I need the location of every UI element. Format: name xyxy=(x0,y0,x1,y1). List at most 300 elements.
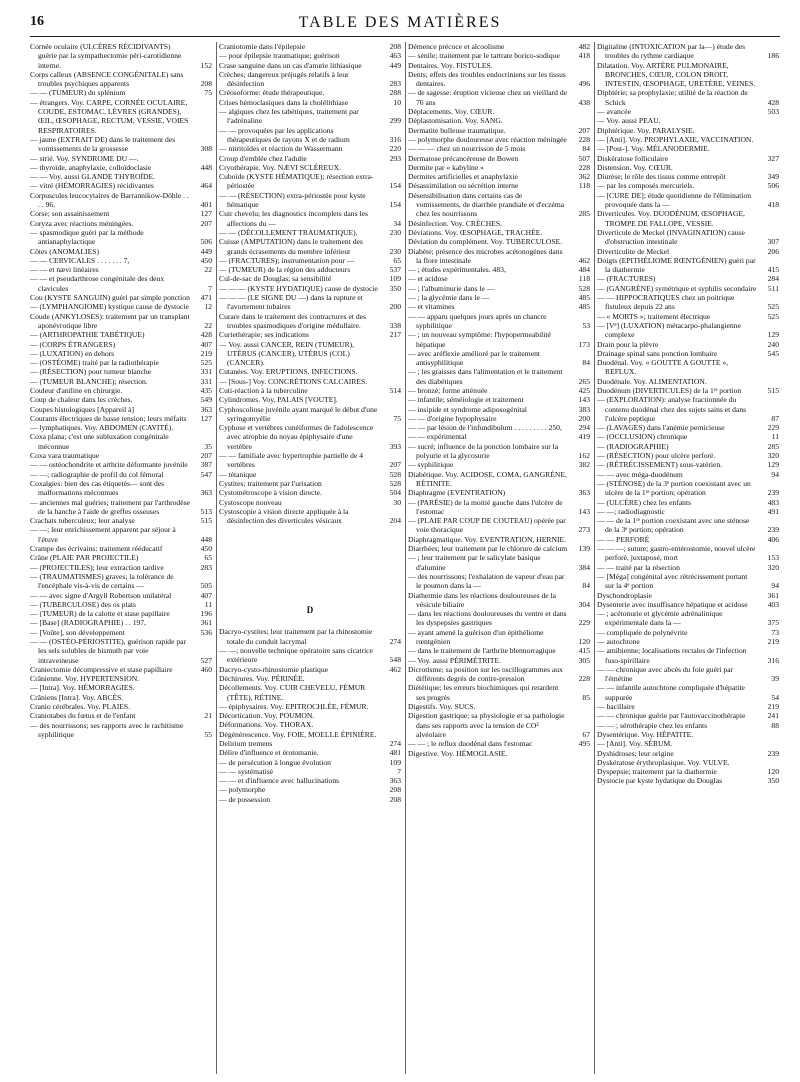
entry-text: — Voy. aussi PÉRIMÉTRITE. xyxy=(408,655,502,665)
index-entry xyxy=(408,219,590,228)
entry-text: Diaphragme (EVENTRATION) xyxy=(408,488,506,498)
entry-page-number: 419 xyxy=(578,432,590,442)
entry-text: — (LAVAGES) dans l'anémie pernicieuse xyxy=(597,423,725,433)
index-entry xyxy=(219,498,401,507)
entry-text: — — provoquées par les applications thérapeutiques de rayons X et de radium xyxy=(219,125,350,144)
page-title: TABLE DES MATIÈRES xyxy=(298,14,502,31)
entry-text: — et vitamines xyxy=(408,302,455,312)
entry-text: — épiphysaires. Voy. EPITROCHLÉE, FÉMUR. xyxy=(219,701,369,711)
index-entry xyxy=(219,107,401,126)
index-entry xyxy=(30,665,212,674)
index-entry xyxy=(30,247,212,256)
entry-text: Diphtérique. Voy. PARALYSIE. xyxy=(597,125,695,135)
index-entry xyxy=(408,432,590,441)
entry-text: Dermatite bulleuse traumatique. xyxy=(408,125,506,135)
entry-text: — des nourrissons; ses rapports avec le rachitisme syphilitique xyxy=(30,720,184,739)
index-columns xyxy=(30,42,780,1074)
entry-text: — jaune (EXTRAIT DE) dans le traitement des vomissements de la grossesse xyxy=(30,134,176,154)
entry-page-number: 230 xyxy=(389,227,401,237)
index-entry xyxy=(597,776,779,785)
entry-page-number: 462 xyxy=(389,664,401,674)
index-entry xyxy=(597,312,779,321)
entry-page-number: 448 xyxy=(200,534,212,544)
index-entry xyxy=(597,535,779,544)
index-entry xyxy=(219,683,401,702)
index-entry xyxy=(597,711,779,720)
entry-page-number: 548 xyxy=(389,655,401,665)
entry-text: — — apparu quelques jours après un chancre syphilitique xyxy=(408,311,547,330)
entry-page-number: 239 xyxy=(767,488,779,498)
entry-text: — avancée xyxy=(597,107,631,117)
index-entry xyxy=(408,181,590,190)
entry-page-number: 173 xyxy=(578,339,590,349)
entry-page-number: 230 xyxy=(389,246,401,256)
entry-page-number: 496 xyxy=(578,79,590,89)
entry-text: Cuisse (AMPUTATION) dans le traitement des grands écrasements du membre inférieur xyxy=(219,237,363,256)
entry-text: Dystocie par kyste hydatique du Douglas xyxy=(597,776,723,786)
entry-text: — (FRACTURES); instrumentation pour — xyxy=(219,255,355,265)
entry-text: Démence précoce et alcoolisme xyxy=(408,42,505,51)
index-entry xyxy=(408,265,590,274)
index-entry xyxy=(408,237,590,246)
entry-text: — polymorphe xyxy=(219,785,266,795)
entry-text: Diabétique. Voy. ACIDOSE, COMA, GANGRÈNE, RÉTINITE. xyxy=(408,469,567,488)
index-entry xyxy=(597,507,779,516)
entry-page-number: 327 xyxy=(767,153,779,163)
index-entry xyxy=(408,126,590,135)
index-entry xyxy=(219,758,401,767)
index-entry xyxy=(597,247,779,256)
entry-page-number: 7 xyxy=(208,283,212,293)
entry-text: Craniotomie dans l'épilepsie xyxy=(219,42,306,51)
entry-text: Cuboïde (KYSTE HÉMATIQUE); résection extra-périostée xyxy=(219,172,374,191)
index-entry xyxy=(408,442,590,461)
index-entry xyxy=(408,154,590,163)
index-entry xyxy=(408,609,590,628)
index-entry xyxy=(30,702,212,711)
entry-text: — — avec signe d'Argyll Robertson unilatéral xyxy=(30,590,172,600)
index-entry xyxy=(219,720,401,729)
entry-text: — — et nævi linéaires xyxy=(30,265,99,275)
index-entry xyxy=(30,405,212,414)
entry-page-number: 239 xyxy=(767,525,779,535)
entry-page-number: 220 xyxy=(389,144,401,154)
index-entry xyxy=(408,367,590,386)
index-entry xyxy=(597,572,779,591)
entry-page-number: 120 xyxy=(578,637,590,646)
entry-page-number: 229 xyxy=(767,423,779,433)
entry-page-number: 435 xyxy=(200,385,212,395)
index-entry xyxy=(219,646,401,665)
index-entry xyxy=(597,646,779,665)
index-entry xyxy=(219,312,401,331)
entry-text: Déchirures. Voy. PÉRINÉE. xyxy=(219,673,305,683)
entry-text: — — infantile autochtone compliquée d'hépatite suppurée xyxy=(597,683,745,702)
index-entry xyxy=(597,181,779,190)
entry-page-number: 67 xyxy=(582,729,590,739)
entry-text: Duodénale. Voy. ALIMENTATION. xyxy=(597,376,707,386)
index-entry xyxy=(30,609,212,618)
index-entry xyxy=(408,191,590,219)
index-entry xyxy=(219,702,401,711)
entry-page-number: 228 xyxy=(578,134,590,144)
entry-text: Cyphose et vertèbres cunéiformes de l'adolescence avec atrophie du noyau épiphysaire d'une vertèbre xyxy=(219,423,374,451)
entry-page-number: 200 xyxy=(578,413,590,423)
index-entry xyxy=(597,88,779,107)
index-entry xyxy=(30,377,212,386)
entry-text: — insipide et syndrome adiposogénital xyxy=(408,404,527,414)
entry-text: Delirium tremens xyxy=(219,739,273,748)
entry-page-number: 482 xyxy=(578,42,590,51)
entry-page-number: 537 xyxy=(389,265,401,275)
entry-page-number: 363 xyxy=(200,488,212,498)
entry-text: Cul-de-sac de Douglas; sa sensibilité xyxy=(219,274,332,284)
entry-page-number: 361 xyxy=(767,590,779,600)
entry-page-number: 154 xyxy=(389,200,401,210)
entry-text: Drainage spinal sans ponction lombaire xyxy=(597,348,718,358)
entry-page-number: 54 xyxy=(771,692,779,702)
entry-text: Diskératose folliculaire xyxy=(597,153,669,163)
index-entry xyxy=(408,144,590,153)
entry-page-number: 307 xyxy=(767,237,779,247)
entry-text: Cylindromes. Voy. PALAIS [VOUTE]. xyxy=(219,395,338,405)
entry-page-number: 361 xyxy=(200,618,212,628)
entry-text: Crises hémoclasiques dans la cholélithiase xyxy=(219,97,349,107)
index-entry xyxy=(408,516,590,535)
entry-page-number: 207 xyxy=(578,125,590,135)
index-entry xyxy=(408,683,590,702)
index-entry xyxy=(408,386,590,395)
index-entry xyxy=(30,293,212,302)
index-entry xyxy=(219,191,401,210)
index-entry xyxy=(30,563,212,572)
entry-text: Désensibilisation dans certains cas de vomissements, de diarrhée prandiale et d'eczéma chez les nourrissons xyxy=(408,190,565,219)
entry-text: — (TUMEUR BLANCHE); résection. xyxy=(30,376,148,386)
entry-text: — (ULCÈRE) chez les enfants xyxy=(597,497,692,507)
entry-page-number: 75 xyxy=(204,88,212,98)
entry-text: Diathermie dans les réactions douloureuses de la vésicule biliaire xyxy=(408,590,557,609)
entry-text: Distension. Voy. CŒUR. xyxy=(597,162,673,172)
entry-page-number: 349 xyxy=(767,172,779,182)
entry-text: — amibienne; localisations rectales de l'infection fuso-spirillaire xyxy=(597,646,747,665)
entry-text: — — (RÉSECTION) extra-périostée pour kyste hématique xyxy=(219,190,366,210)
entry-text: — sénile; traitement par le tartrate borico-sodique xyxy=(408,51,560,61)
index-entry xyxy=(30,70,212,89)
entry-page-number: 506 xyxy=(767,181,779,191)
index-entry xyxy=(597,395,779,423)
entry-text: — — d'origine hypophysaire xyxy=(408,413,497,423)
entry-text: Cryothérapie. Voy. NÆVI SCLÉREUX. xyxy=(219,162,341,172)
index-entry xyxy=(30,349,212,358)
entry-text: Diverticules. Voy. DUODÉNUM, ŒSOPHAGE, TROMPE DE FALLOPE, VESSIE. xyxy=(597,209,745,228)
entry-page-number: 143 xyxy=(578,506,590,516)
index-entry xyxy=(597,665,779,684)
index-entry xyxy=(597,479,779,498)
index-entry xyxy=(219,479,401,488)
entry-text: — tétanique xyxy=(219,469,257,479)
column-divider xyxy=(594,42,595,1074)
index-entry xyxy=(30,721,212,740)
entry-text: — (RÉSECTION) pour tumeur blanche xyxy=(30,367,152,377)
entry-text: — ; les graisses dans l'alimentation et le traitement des diabétiques xyxy=(408,367,563,386)
entry-text: — — par lésion de l'infundibulum . . . . . . . . . 250, xyxy=(408,423,562,433)
index-entry xyxy=(30,340,212,349)
index-entry xyxy=(597,749,779,758)
entry-text: — (OCCLUSION) chronique xyxy=(597,432,688,442)
entry-page-number: 299 xyxy=(389,116,401,126)
index-entry xyxy=(408,553,590,572)
entry-page-number: 55 xyxy=(204,729,212,739)
entry-page-number: 239 xyxy=(767,748,779,758)
entry-text: Curiethérapie; ses indications xyxy=(219,330,309,340)
entry-page-number: 129 xyxy=(767,330,779,340)
entry-page-number: 162 xyxy=(578,451,590,461)
index-entry xyxy=(30,572,212,591)
index-entry xyxy=(408,405,590,414)
index-entry xyxy=(408,116,590,125)
index-entry xyxy=(408,172,590,181)
entry-page-number: 139 xyxy=(578,544,590,554)
index-entry xyxy=(219,395,401,404)
entry-page-number: 283 xyxy=(389,79,401,89)
section-letter: D xyxy=(306,605,314,616)
entry-page-number: 382 xyxy=(578,460,590,470)
entry-text: — ; un nouveau symptôme: l'hypopermeabilité hépatique xyxy=(408,330,551,349)
entry-page-number: 415 xyxy=(767,265,779,275)
index-entry xyxy=(219,507,401,526)
entry-page-number: 207 xyxy=(200,451,212,461)
entry-page-number: 438 xyxy=(578,97,590,107)
index-entry xyxy=(219,172,401,191)
index-entry xyxy=(597,758,779,767)
entry-text: Coryza avec réactions méningées. xyxy=(30,218,134,228)
index-entry xyxy=(408,135,590,144)
index-entry xyxy=(597,591,779,600)
index-entry xyxy=(219,70,401,89)
index-entry xyxy=(30,711,212,720)
index-entry xyxy=(30,516,212,525)
entry-page-number: 219 xyxy=(767,637,779,646)
entry-page-number: 129 xyxy=(767,460,779,470)
entry-text: — « MORTS »; traitement électrique xyxy=(597,311,711,321)
header-rule xyxy=(30,36,780,37)
entry-text: Diverticule de Meckel (INVAGINATION) cause d'obstruction intestinale xyxy=(597,227,745,247)
index-entry xyxy=(219,739,401,748)
entry-text: — dans le traitement de l'arthrite blennorragique xyxy=(408,646,556,656)
entry-text: — (LUXATION) en dehors xyxy=(30,348,115,358)
entry-text: Décollements. Voy. CUIR CHEVELU, FÉMUR (TÊTE), RÉTINE. xyxy=(219,683,366,702)
entry-text: — bacillaire xyxy=(597,702,635,712)
entry-page-number: 11 xyxy=(771,432,779,442)
entry-text: — [Sous-] Voy. CONCRÉTIONS CALCAIRES. xyxy=(219,376,368,386)
entry-text: Cutanées. Voy. ERUPTIONS, INFECTIONS. xyxy=(219,367,358,377)
entry-page-number: 11 xyxy=(204,599,212,609)
index-entry xyxy=(408,498,590,517)
index-entry xyxy=(597,358,779,377)
entry-page-number: 483 xyxy=(767,497,779,507)
entry-text: — — familiale avec hypertrophie partielle de 4 vertèbres xyxy=(219,451,364,470)
index-entry xyxy=(597,739,779,748)
entry-text: — — chronique avec abcès du foie guéri par l'émétine xyxy=(597,664,734,684)
entry-text: Diététique; les erreurs biochimiques qui retardent ses progrès xyxy=(408,683,559,702)
index-entry xyxy=(219,51,401,60)
index-entry xyxy=(219,274,401,283)
index-entry xyxy=(408,656,590,665)
index-entry xyxy=(219,330,401,339)
index-entry xyxy=(408,349,590,368)
entry-page-number: 528 xyxy=(578,283,590,293)
entry-text: Croup d'emblée chez l'adulte xyxy=(219,153,307,163)
index-entry xyxy=(219,61,401,70)
entry-page-number: 525 xyxy=(200,358,212,368)
entry-text: — [Intra]. Voy. HÉMORRAGIES. xyxy=(30,683,135,693)
entry-text: Cyphoscoliose juvénile ayant marqué le début d'une syringomyélie xyxy=(219,404,378,423)
index-entry xyxy=(597,721,779,730)
entry-text: — —; radiographie de profil du col fémoral xyxy=(30,469,164,479)
index-entry xyxy=(219,776,401,785)
index-entry xyxy=(408,711,590,739)
index-entry xyxy=(597,451,779,460)
entry-page-number: 143 xyxy=(578,395,590,405)
index-entry xyxy=(408,460,590,469)
entry-page-number: 35 xyxy=(204,441,212,451)
index-entry xyxy=(597,144,779,153)
entry-text: — (RÉSECTION) pour ulcère perforé. xyxy=(597,451,716,461)
entry-text: — sucré; influence de la ponction lombaire sur la polyurie et la glycosurie xyxy=(408,441,559,461)
index-entry xyxy=(597,61,779,89)
index-entry xyxy=(408,535,590,544)
index-entry xyxy=(219,367,401,376)
entry-text: — — ; sérothérapie chez les enfants xyxy=(597,720,708,730)
index-entry xyxy=(408,61,590,70)
entry-page-number: 75 xyxy=(393,413,401,423)
entry-text: — de possession xyxy=(219,794,271,804)
entry-text: Dentaires. Voy. FISTULES. xyxy=(408,60,493,70)
entry-page-number: 503 xyxy=(767,107,779,117)
entry-page-number: 471 xyxy=(200,293,212,303)
entry-page-number: 84 xyxy=(582,581,590,591)
entry-text: — — — chez un nourrisson de 5 mois xyxy=(408,144,526,154)
index-entry xyxy=(30,637,212,665)
entry-page-number: 515 xyxy=(200,516,212,526)
index-entry xyxy=(30,256,212,265)
index-entry xyxy=(408,330,590,349)
index-entry xyxy=(408,42,590,51)
entry-page-number: 229 xyxy=(578,618,590,628)
entry-text: Créosoforme: étude thérapeutique. xyxy=(219,88,325,98)
entry-page-number: 418 xyxy=(578,51,590,61)
entry-text: — — avec méga-duodénum xyxy=(597,469,683,479)
index-entry xyxy=(30,154,212,163)
entry-text: — autochtone xyxy=(597,637,640,646)
entry-page-number: 463 xyxy=(389,51,401,61)
entry-page-number: 94 xyxy=(771,581,779,591)
index-entry xyxy=(408,312,590,331)
entry-text: — thyroïde, anaphylaxie, colloïdoclasie xyxy=(30,162,152,172)
entry-text: — — et d'influence avec hallucinations xyxy=(219,776,340,786)
entry-text: Diarrhées; leur traitement par le chlorure de calcium xyxy=(408,544,568,554)
entry-page-number: 240 xyxy=(767,339,779,349)
entry-text: Dyskératose érythroplasique. Voy. VULVE. xyxy=(597,757,730,767)
index-entry xyxy=(30,451,212,460)
index-entry xyxy=(408,628,590,647)
entry-text: Duodénum (DIVERTICULES) de la 1ʳᵉ portion xyxy=(597,385,742,395)
entry-page-number: 217 xyxy=(389,330,401,340)
entry-page-number: 65 xyxy=(393,255,401,265)
index-entry xyxy=(219,98,401,107)
index-entry xyxy=(408,488,590,497)
index-entry xyxy=(30,470,212,479)
index-entry xyxy=(219,423,401,451)
entry-text: Déviations. Voy. ŒSOPHAGE, TRACHÉE. xyxy=(408,227,543,237)
index-entry xyxy=(219,767,401,776)
index-column-4 xyxy=(597,42,779,1074)
entry-text: Dyspepsie; traitement par la diathermie xyxy=(597,767,717,777)
entry-text: — par les composés mercuriels. xyxy=(597,181,695,191)
entry-page-number: 425 xyxy=(578,385,590,395)
entry-page-number: 206 xyxy=(767,246,779,256)
entry-page-number: 316 xyxy=(389,134,401,144)
entry-text: Dysentérique. Voy. HÉPATITE. xyxy=(597,729,694,739)
entry-text: Dermatose précancéreuse de Bowen xyxy=(408,153,519,163)
entry-text: Cranio cérébrales. Voy. PLAIES. xyxy=(30,702,131,712)
page-number: 16 xyxy=(30,14,44,29)
entry-page-number: 274 xyxy=(389,739,401,748)
entry-page-number: 338 xyxy=(389,320,401,330)
index-entry xyxy=(408,247,590,266)
index-entry xyxy=(219,470,401,479)
entry-text: Coxa plana; c'est une subluxation congénitale méconnue xyxy=(30,432,169,451)
index-entry xyxy=(408,646,590,655)
entry-page-number: 505 xyxy=(200,581,212,591)
entry-page-number: 407 xyxy=(200,590,212,600)
entry-text: — algiques chez les tabétiques, traitement par l'adrénaline xyxy=(219,107,359,126)
index-entry xyxy=(408,749,590,758)
index-entry xyxy=(30,265,212,274)
entry-page-number: 204 xyxy=(389,516,401,526)
index-entry xyxy=(408,414,590,423)
entry-text: — infantile; séméiologie et traitement xyxy=(408,395,524,405)
entry-page-number: 462 xyxy=(578,255,590,265)
entry-text: Dyshidroses; leur origine xyxy=(597,748,674,758)
entry-page-number: 118 xyxy=(578,274,590,284)
entry-page-number: 485 xyxy=(578,302,590,312)
index-entry xyxy=(597,460,779,469)
entry-page-number: 450 xyxy=(200,544,212,554)
index-entry xyxy=(30,386,212,395)
entry-text: — polymorphe douloureuse avec réaction méningée xyxy=(408,134,567,144)
entry-text: — (GANGRÈNE) symétrique et syphilis secondaire xyxy=(597,283,757,293)
entry-text: Dégénérescence. Voy. FOIE, MOELLE ÉPINIÈRE. xyxy=(219,729,377,739)
index-entry xyxy=(219,88,401,97)
index-entry xyxy=(30,219,212,228)
entry-page-number: 428 xyxy=(767,97,779,107)
index-entry xyxy=(597,349,779,358)
entry-page-number: 363 xyxy=(389,776,401,786)
index-entry xyxy=(30,498,212,517)
index-entry xyxy=(219,144,401,153)
entry-text: — — traité par la résection xyxy=(597,562,680,572)
entry-text: — (ARTHROPATHIE TABÉTIQUE) xyxy=(30,330,145,340)
entry-page-number: 73 xyxy=(771,627,779,637)
index-entry xyxy=(30,591,212,600)
index-entry xyxy=(597,544,779,563)
index-entry xyxy=(30,683,212,692)
index-entry xyxy=(219,730,401,739)
entry-page-number: 464 xyxy=(200,181,212,191)
entry-text: — vitré (HÉMORRAGIES) récidivantes xyxy=(30,181,154,191)
entry-page-number: 401 xyxy=(200,200,212,210)
